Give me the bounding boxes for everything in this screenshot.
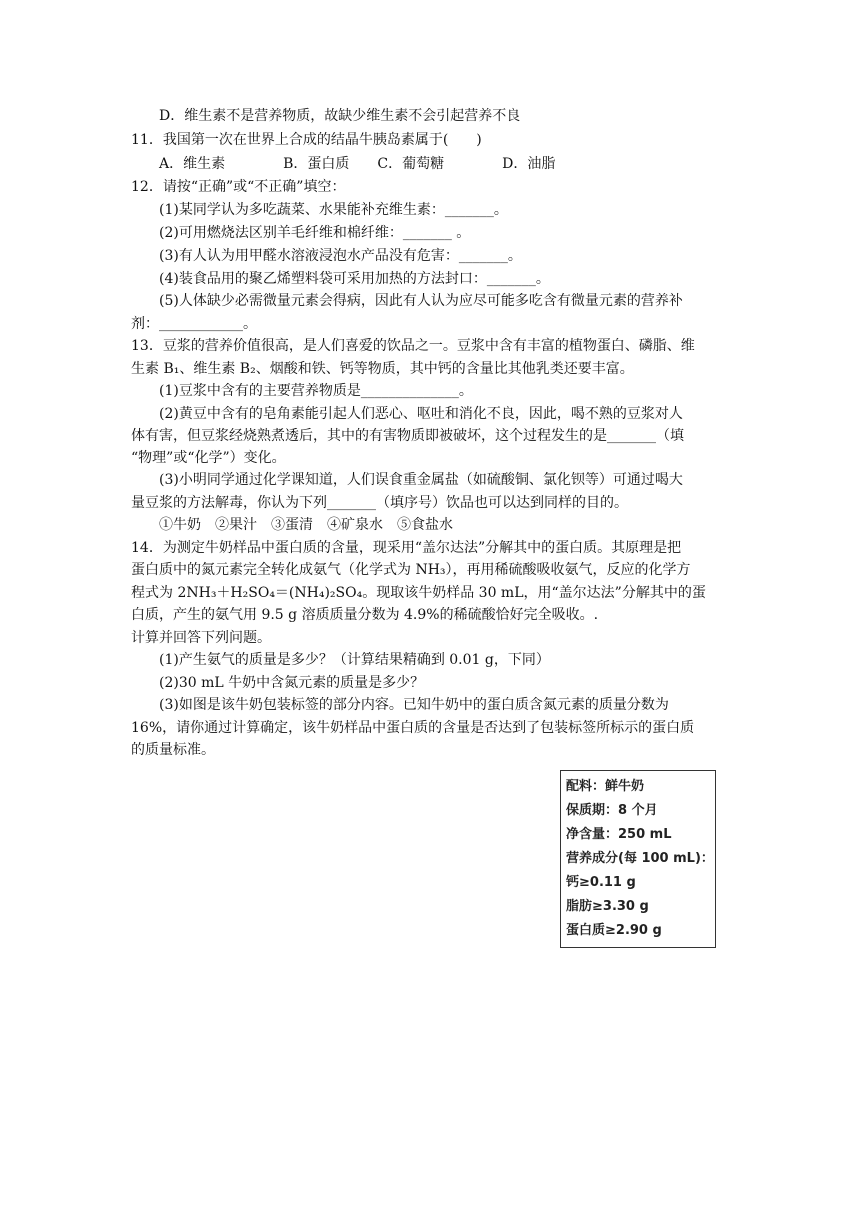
label-nutrition-header: 营养成分(每 100 mL)： — [566, 851, 714, 866]
q13-part-2-cont: 体有害，但豆浆经烧熟煮透后，其中的有害物质即被破坏，这个过程发生的是_______（填 — [131, 428, 684, 444]
q14-instruction: 计算并回答下列问题。 — [131, 630, 271, 646]
q13-part-2-cont2: “物理”或“化学”）变化。 — [131, 450, 286, 466]
q12-item-4: (4)装食品用的聚乙烯塑料袋可采用加热的方法封口：_______。 — [159, 271, 550, 287]
milk-package-label — [560, 770, 716, 948]
q12-item-2: (2)可用燃烧法区别羊毛纤维和棉纤维：_______ 。 — [159, 225, 471, 241]
q11-stem: 11．我国第一次在世界上合成的结晶牛胰岛素属于( ) — [131, 132, 482, 148]
q13-part-2: (2)黄豆中含有的皂角素能引起人们恶心、呕吐和消化不良，因此，喝不熟的豆浆对人 — [159, 406, 683, 422]
q14-stem-cont: 蛋白质中的氮元素完全转化成氨气（化学式为 NH₃），再用稀硫酸吸收氨气，反应的化学方 — [131, 562, 691, 578]
label-protein: 蛋白质≥2.90 g — [566, 923, 662, 938]
q13-stem: 13．豆浆的营养价值很高，是人们喜爱的饮品之一。豆浆中含有丰富的植物蛋白、磷脂、维 — [131, 338, 695, 354]
q14-part-2: (2)30 mL 牛奶中含氮元素的质量是多少？ — [159, 675, 425, 691]
q13-part-3: (3)小明同学通过化学课知道，人们误食重金属盐（如硫酸铜、氯化钡等）可通过喝大 — [159, 472, 683, 488]
q14-equation-line: 程式为 2NH₃＋H₂SO₄＝(NH₄)₂SO₄。现取该牛奶样品 30 mL，用“盖尔达法”分解其中的蛋 — [131, 585, 706, 601]
q12-item-5-cont: 剂：____________。 — [131, 316, 257, 332]
label-shelf-life: 保质期：8 个月 — [566, 803, 658, 818]
q14-part-3-cont2: 的质量标准。 — [131, 742, 215, 758]
q13-stem-cont: 生素 B₁、维生素 B₂、烟酸和铁、钙等物质，其中钙的含量比其他乳类还要丰富。 — [131, 361, 634, 377]
q13-part-3-cont: 量豆浆的方法解毒，你认为下列_______（填序号）饮品也可以达到同样的目的。 — [131, 495, 628, 511]
q11-option-b: B．蛋白质 — [283, 156, 350, 172]
q12-item-3: (3)有人认为用甲醛水溶液浸泡水产品没有危害：_______。 — [159, 248, 522, 264]
q14-part-1: (1)产生氨气的质量是多少？（计算结果精确到 0.01 g，下同） — [159, 652, 550, 668]
q12-item-1: (1)某同学认为多吃蔬菜、水果能补充维生素：_______。 — [159, 202, 508, 218]
q11-option-c: C．葡萄糖 — [377, 156, 445, 172]
q12-stem: 12．请按“正确”或“不正确”填空： — [131, 179, 346, 195]
q11-option-d: D．油脂 — [502, 156, 556, 172]
label-fat: 脂肪≥3.30 g — [566, 899, 649, 914]
label-ingredients: 配料：鲜牛奶 — [566, 779, 645, 794]
q13-part-1: (1)豆浆中含有的主要营养物质是______________。 — [159, 383, 473, 399]
q10-option-d: D．维生素不是营养物质，故缺少维生素不会引起营养不良 — [159, 108, 521, 124]
q14-part-3: (3)如图是该牛奶包装标签的部分内容。已知牛奶中的蛋白质含氮元素的质量分数为 — [159, 697, 669, 713]
q14-stem-cont2: 白质，产生的氨气用 9.5 g 溶质质量分数为 4.9%的稀硫酸恰好完全吸收。. — [131, 607, 599, 623]
label-net-content: 净含量：250 mL — [566, 827, 672, 842]
q13-choices: ①牛奶 ②果汁 ③蛋清 ④矿泉水 ⑤食盐水 — [159, 517, 453, 533]
q11-options — [159, 154, 555, 174]
label-calcium: 钙≥0.11 g — [566, 875, 636, 890]
q14-stem: 14．为测定牛奶样品中蛋白质的含量，现采用“盖尔达法”分解其中的蛋白质。其原理是把 — [131, 540, 682, 556]
q14-part-3-cont: 16%，请你通过计算确定，该牛奶样品中蛋白质的含量是否达到了包装标签所标示的蛋白质 — [131, 720, 695, 736]
q11-option-a: A．维生素 — [159, 156, 226, 172]
q12-item-5: (5)人体缺少必需微量元素会得病，因此有人认为应尽可能多吃含有微量元素的营养补 — [159, 293, 683, 309]
